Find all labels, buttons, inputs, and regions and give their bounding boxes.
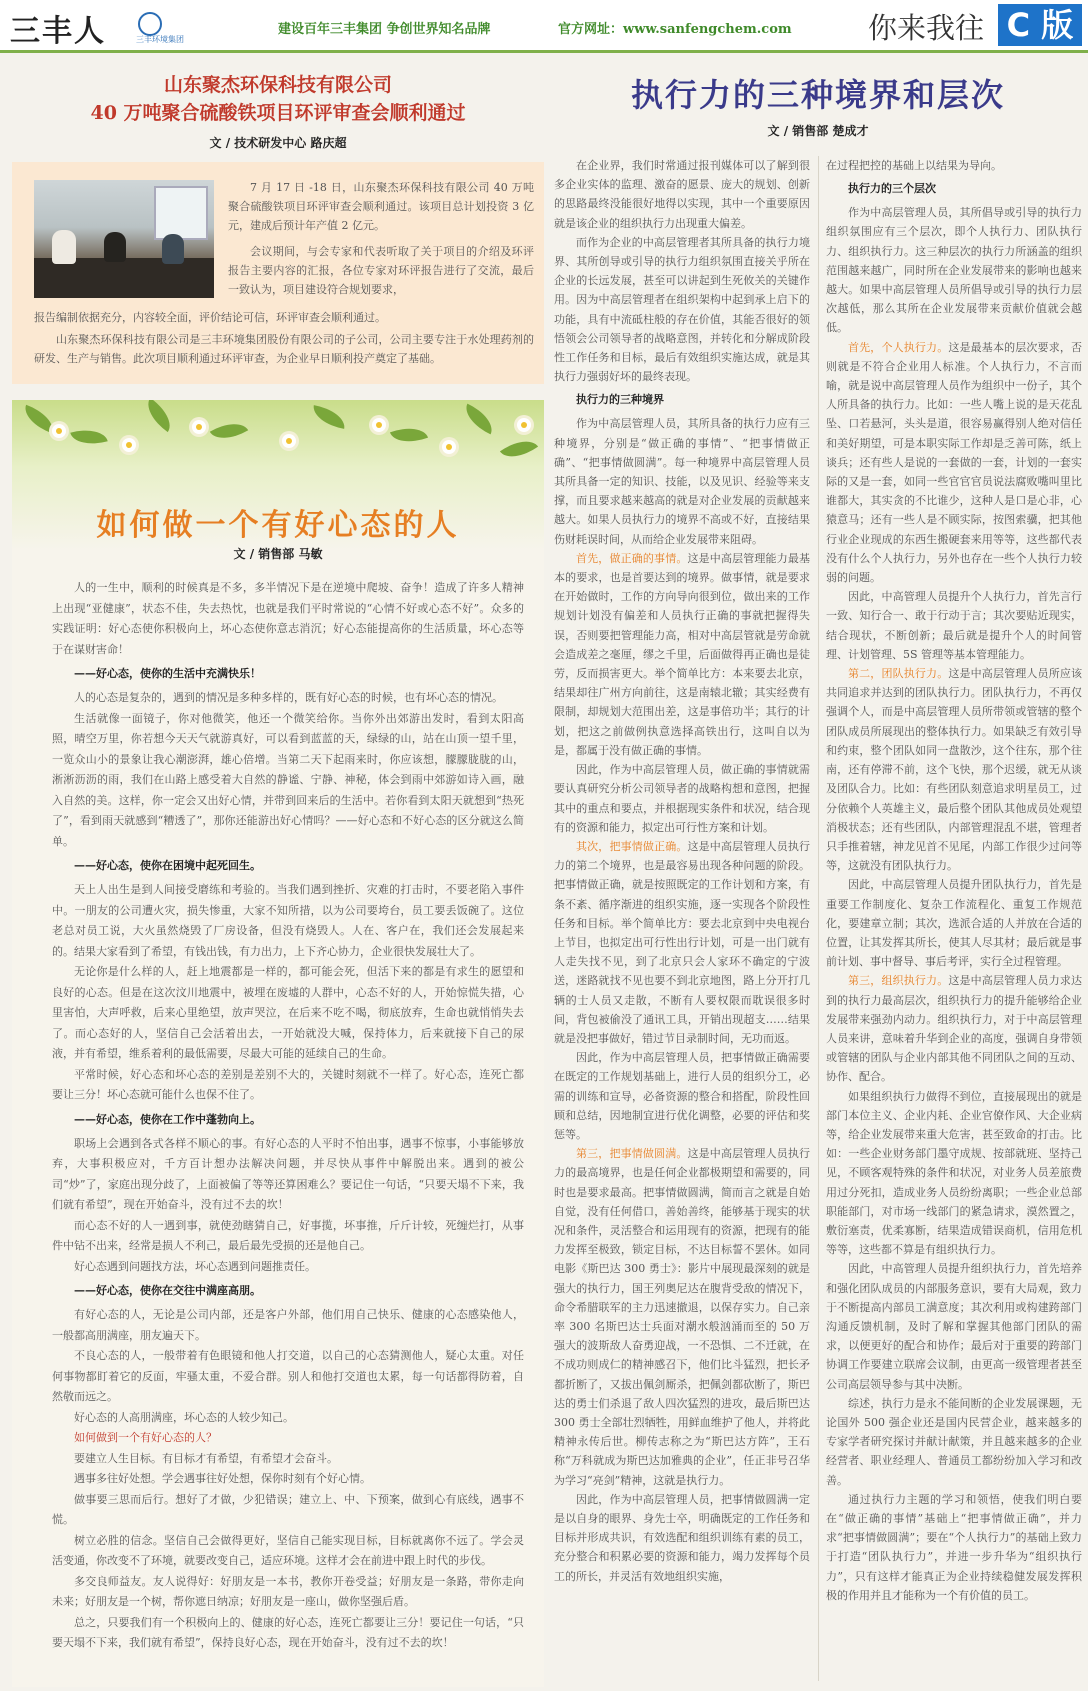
article3-paragraph: 作为中高层管理人员，其所倡导或引导的执行力组织氛围应有三个层次，即个人执行力、团队执行力、组织执行力。这三种层次的执行力所涵盖的组织范围越来越广，同时所在企业发展带来的影响也越来越大。如果中高层管理人员所倡导或引导的执行力层次越低，那么其所在企业发展带来贡献价值就会越低。	[826, 206, 1082, 335]
photo-person	[104, 232, 126, 262]
leaf-icon	[500, 432, 538, 466]
flower-icon	[517, 418, 531, 432]
photo-person	[162, 234, 184, 264]
article2-paragraph: 树立必胜的信念。坚信自己会做得更好，坚信自己能实现目标，目标就离你不远了。学会灵活变通，你改变不了环境，就要改变自己，适应环境。这样才会在前进中跟上时代的步伐。	[52, 1533, 524, 1567]
highlight-lead: 第二，团队执行力。	[848, 667, 949, 681]
flower-icon	[122, 438, 136, 452]
article1-paragraph: 7 月 17 日 -18 日，山东聚杰环保科技有限公司 40 万吨聚合硫酸铁项目环评审查会顺利通过。该项目总计划投资 3 亿元，建成后预计年产值 2 亿元。	[228, 181, 534, 232]
article3-subheading: 执行力的三个层次	[848, 182, 936, 196]
article2-title: 如何做一个有好心态的人	[96, 508, 460, 543]
article3-paragraph: 在过程把控的基础上以结果为导向。	[826, 159, 1002, 172]
article1-paragraph: 报告编制依据充分，内容较全面，评价结论可信，环评审查会顺利通过。	[34, 311, 386, 324]
paragraph-text: 这是最基本的层次要求，否则就是不符合企业用人标准。个人执行力，不言而喻，就是说中高层管理人员作为组织中一份子，其个人所具备的执行力。比如：一些人嘴上说的是天花乱坠、口若悬河，头头是道，很容易赢得别人绝对信任和美好期望，可是本职实际工作却是乏善可陈，纸上谈兵；还有些人是说的一套做的一套，计划的一套实际的又是一套，如同一些官官官员说法腐败嘴叫里比谁都大，其实贪的不比谁少，这种人是口是心非，心猿意马；还有一些人是不顾实际，按图索骥，把其他行业企业现成的东西生搬硬套来用等等，这些都代表没有什么个人执行力，另外也存在一些个人执行力较弱的问题。	[826, 340, 1083, 585]
leaf-icon	[390, 421, 428, 450]
leaf-icon	[70, 424, 108, 450]
flower-icon	[372, 418, 386, 432]
leaf-icon	[140, 400, 178, 432]
header-slogan: 建设百年三丰集团 争创世界知名品牌	[278, 22, 491, 37]
article2-body	[52, 578, 524, 1654]
article3-paragraph: 综述，执行力是永不能间断的企业发展课题，无论国外 500 强企业还是国内民营企业，越来越多的专家学者研究探讨并献计献策，并且越来越多的企业经营者、职业经理人、普通员工都纷纷加入学习和改善。	[826, 1396, 1082, 1487]
article3-paragraph	[554, 837, 810, 1048]
article2-paragraph: 遇事多往好处想。学会遇事往好处想，保你时刻有个好心情。	[74, 1472, 371, 1485]
article1-title-line2: 40 万吨聚合硫酸铁项目环评审查会顺利通过	[90, 102, 466, 124]
article3-paragraph	[826, 338, 1082, 588]
meeting-photo	[34, 180, 214, 298]
leaf-icon	[311, 405, 348, 429]
article2-paragraph: 天上人出生是到人间接受磨练和考验的。当我们遇到挫折、灾难的打击时，不要老陷入事件中。一朋友的公司遭火灾，损失惨重，大家不知所措，以为公司要垮台，员工要丢饭碗了。这位老总对员工说，大火虽然烧毁了厂房设备，但没有烧毁人。人在、客户在，我们还会发展起来的。结果大家看到了希望，有钱出钱，有力出力，上下齐心协力，企业很快发展壮大了。	[52, 883, 524, 958]
article3-paragraph: 作为中高层管理人员，其所具备的执行力应有三种境界，分别是“做正确的事情”、“把事情做正确”、“把事情做圆满”。每一种境界中高层管理人员其所具备一定的知识、技能，以及见识、经验等来支撑，而且要求越来越高的就是对企业发展的贡献越来越大。如果人员执行力的境界不高或不好，直接结果伤财耗误时间，从而给企业发展带来阻碍。	[554, 417, 810, 546]
article2-paragraph: 不良心态的人，一般带着有色眼镜和他人打交道，以自己的心态猜测他人，疑心太重。对任何事物都盯着它的反面，牢骚太重，不爱合群。别人和他打交道也太累，每一句话都得防着，自然敬而远之。	[52, 1349, 524, 1403]
highlight-lead: 其次，把事情做正确。	[576, 839, 688, 853]
article2-paragraph: 而心态不好的人一遇到事，就使劲瞎猜自己，好事揽，坏事推，斤斤计较，死缠烂打，从事件中钻不出来，经常是损人不利己，最后最先受损的还是他自己。	[52, 1218, 524, 1252]
article2-paragraph: 多交良师益友。友人说得好：好朋友是一本书，教你开卷受益；好朋友是一条路，带你走向未来；好朋友是一个树，帮你遮日纳凉；好朋友是一座山，做你坚强后盾。	[52, 1574, 524, 1608]
article2-paragraph: 职场上会遇到各式各样不顺心的事。有好心态的人平时不怕出事，遇事不惊事，小事能够放弃，大事积极应对，千方百计想办法解决问题，并尽快从事件中解脱出来。遇到的被公司“炒”了，家庭出现分歧了，上面被偏了等等还算困难么？要记住一句话，“只要天塌不下来，我们就有希望”，现在开始奋斗，没有过不去的坎！	[52, 1136, 524, 1211]
leaf-icon	[460, 404, 498, 435]
logo-caption: 三丰环境集团	[136, 35, 184, 44]
article3-paragraph	[826, 664, 1082, 875]
photo-person	[52, 230, 76, 264]
article3-title: 执行力的三种境界和层次	[630, 76, 1005, 114]
article2-paragraph: 要建立人生目标。有目标才有希望，有希望才会奋斗。	[74, 1451, 338, 1465]
article2-paragraph: 平常时候，好心态和坏心态的差别是差别不大的，关键时刻就不一样了。好心态，连死亡都要让三分！坏心态就可能什么也保不住了。	[52, 1067, 524, 1101]
article2-question: 如何做到一个有好心态的人？	[74, 1431, 217, 1444]
article3-paragraph: 因此，作为中高层管理人员，做正确的事情就需要认真研究分析公司领导者的战略构想和意图，把握其中的重点和要点，并根据现实条件和状况，结合现有的资源和能力，拟定出可行性方案和计划。	[554, 763, 810, 834]
article2-paragraph: 人的一生中，顺利的时候真是不多，多半情况下是在逆境中爬坡、奋争！造成了许多人精神上出现“亚健康”，状态不佳，失去热忱，也就是我们平时常说的“心情不好或心态不好”。众多的实践证明：好心态使你积极向上，坏心态使你意志消沉；好心态能提高你的生活质量，坏心态等于在谋财害命！	[52, 581, 524, 656]
article1-paragraph: 会议期间，与会专家和代表听取了关于项目的介绍及环评报告主要内容的汇报，各位专家对环评报告进行了交流，最后一致认为，项目建设符合规划要求，	[228, 245, 534, 296]
article1-title-line1: 山东聚杰环保科技有限公司	[163, 74, 392, 96]
article2-subheading: ——好心态，使你在交往中满座高朋。	[74, 1284, 261, 1297]
article2-byline: 文 / 销售部 马敏	[233, 547, 323, 561]
article3-paragraph: 因此，中高管理人员提升组织执行力，首先培养和强化团队成员的内部服务意识，要有大局观，致力于不断提高内部员工满意度；其次利用或构建跨部门沟通反馈机制，及时了解和掌握其他部门团队的需求，以便更好的配合和协作；最后对于重要的跨部门协调工作要建立联席会议制，由更高一级管理者甚至公司高层领导参与其中决断。	[826, 1262, 1082, 1391]
article3-paragraph: 因此，作为中高层管理人员，把事情做正确需要在既定的工作规划基础上，进行人员的组织分工，必需的训练和宣导，必备资源的整合和搭配，阶段性回顾和总结，因地制宜进行优化调整，必要的评估和奖惩等。	[554, 1051, 810, 1141]
article3-byline: 文 / 销售部 楚成才	[767, 124, 869, 138]
article3-paragraph: 因此，中高管理人员提升个人执行力，首先言行一致、知行合一、敢于行动于言；其次要贴近现实，结合现状，不断创新；最后就是提升个人的时间管理、计划管理、5S 管理等基本管理能力。	[826, 590, 1082, 661]
article3-paragraph: 如果组织执行力做得不到位，直接展现出的就是部门本位主义、企业内耗、企业官僚作风、大企业病等，给企业发展带来重大危害，甚至致命的打击。比如：一些企业财务部门墨守成规、按部就班、坚持己见，不顾客观特殊的条件和状况，对业务人员差旅费用过分死扣，造成业务人员纷纷离职；一些企业总部职能部门，对市场一线部门的紧急请求，漠然置之，敷衍塞责，优柔寡断，结果造成错误商机，信用危机等等，这些都不算是有组织执行力。	[826, 1089, 1082, 1257]
photo-table	[34, 258, 214, 298]
article2-paragraph: 总之，只要我们有一个积极向上的、健康的好心态，连死亡都要让三分！要记住一句话，“只要天塌不下来，我们就有希望”，保持良好心态，现在开始奋斗，没有过不去的坎！	[52, 1615, 524, 1649]
column-divider	[818, 156, 819, 1681]
article3-paragraph: 在企业界，我们时常通过报刊媒体可以了解到很多企业实体的监理、激奋的愿景、庞大的规划、创新的思路最终没能很好地得以实现，其中一个重要原因就是该企业的组织执行力出现重大偏差。	[554, 159, 810, 230]
article2-paragraph: 无论你是什么样的人，赶上地震都是一样的，都可能会死，但活下来的都是有求生的愿望和良好的心态。但是在这次汶川地震中，被埋在废墟的人群中，心态不好的人，开始惊慌失措，心里害怕，大声呼救，后来心里绝望，放声哭泣，在后来不吃不喝，彻底放弃，生命也就悄悄失去了。而心态好的人，坚信自己会活着出去，一开始就没大喊，保持体力，后来就接下自己的尿液，并有希望，维系着利的最低需要，尽最大可能的延续自己的生命。	[52, 965, 524, 1060]
flower-icon	[282, 434, 296, 448]
header-website: 官方网址：www.sanfengchem.com	[558, 22, 792, 37]
flower-icon	[52, 424, 66, 438]
article1-byline: 文 / 技术研发中心 路庆超	[209, 136, 347, 150]
article3-paragraph: 通过执行力主题的学习和领悟，使我们明白要在“做正确的事情”基础上“把事情做正确”，并力求“把事情做圆满”；要在“个人执行力”的基础上致力于打造“团队执行力”，并进一步升华为“组织执行力”，只有这样才能真正为企业持续稳健发展发挥积极的作用并且才能称为一个有价值的员工。	[826, 1492, 1082, 1602]
column-motto: 你来我往	[868, 11, 985, 45]
article2-paragraph: 有好心态的人，无论是公司内部，还是客户外部，他们用自己快乐、健康的心态感染他人，一般都高朋满座，朋友遍天下。	[52, 1308, 524, 1342]
flower-icon	[192, 420, 206, 434]
article2-paragraph: 做事要三思而后行。想好了才做，少犯错误；建立上、中、下预案，做到心有底线，遇事不慌。	[52, 1492, 524, 1526]
leaf-icon	[210, 415, 248, 448]
photo-window	[154, 186, 208, 240]
article2-subheading: ——好心态，使你在工作中蓬勃向上。	[74, 1112, 261, 1126]
paragraph-text: 这是中高层管理人员力求达到的执行力最高层次，组织执行力的提升能够给企业发展带来强劲内动力。组织执行力，对于中高层管理人员来讲，意味着升华到企业的高度，强调自身带领或管辖的团队与企业内部其他不同团队之间的互动、协作、配合。	[826, 974, 1083, 1084]
highlight-lead: 第三，组织执行力。	[848, 974, 949, 988]
article2-subheading: ——好心态，使你在困境中起死回生。	[74, 859, 261, 872]
article3-subheading: 执行力的三种境界	[576, 393, 664, 407]
header-divider	[0, 50, 1088, 53]
article2-paragraph: 人的心态是复杂的，遇到的情况是多种多样的，既有好心态的时候，也有坏心态的情况。	[74, 691, 503, 704]
company-logo-icon	[138, 12, 162, 36]
article2-paragraph: 生活就像一面镜子，你对他微笑，他还一个微笑给你。当你外出郊游出发时，看到太阳高照，晴空万里，你若想今天天气就游真好，可以看到蓝蓝的天，绿绿的山，站在山顶一望千里，一览众山小的景象让我心潮澎湃，雄心倍增。当第二天下起雨来时，你应该想，朦朦胧胧的山，淅淅沥沥的雨，我们在山路上感受着大自然的静谧、宁静、神秘，体会到雨中郊游如诗入画，融入自然的美。这样，你一定会又出好心情，并带到回来后的生活中。若你看到太阳天就想到“热死了”，看到雨天就感到“糟透了”，那你还能游出好心情吗？——好心态和不好心态的区分就这么简单。	[52, 711, 524, 848]
article3-paragraph	[554, 1144, 810, 1490]
article3-column-right	[826, 156, 1082, 1605]
paragraph-text: 这是中高层管理人员执行力的最高境界，也是任何企业都极期望和需要的，同时也是要求最高。把事情做圆满，简而言之就是自始自觉，没有任何借口，善始善终，能够基于现实的状况和条件，灵活整合和运用现有的资源，把现有的能力发挥至极致，锁定目标，不达目标誓不罢休。如同电影《斯巴达 300 勇士》：影片中展现最深刻的就是强大的执行力，国王列奥尼达在腹背受敌的情况下，命令希腊联军的主力迅速撤退，以保存实力。自己亲率 300 名斯巴达士兵面对潮水般汹涌而至的 50 万强大的波斯敌人奋勇迎战，一不恐惧、二不迁就，在不成功则成仁的精神感召下，他们比斗猛烈，把长矛都折断了，又拔出佩剑厮杀，把佩剑都砍断了，斯巴达的勇士们杀退了敌人四次猛烈的进攻，最后斯巴达 300 勇士全部壮烈牺牲，用鲜血维护了他人，并将此精神永传后世。柳传志称之为“斯巴达方阵”，王石称“万科就成为斯巴达加雅典的企业”，任正非号召华为学习“亮剑”精神，这就是执行力。	[554, 1147, 810, 1487]
paragraph-text: 这是中高层管理人员所应该共同追求并达到的团队执行力。团队执行力，不再仅强调个人，而是中高层管理人员所带领或管辖的整个团队成员所展现出的整体执行力。如果缺乏有效引导和约束，整个团队如同一盘散沙，这个往东，那个往南，还有停滞不前，这个飞快，那个迟缓，就无从谈及团队合力。比如：有些团队刻意追求明星员工，过分依赖个人英雄主义，最后整个团队其他成员处观望消极状态；还有些团队，内部管理混乱不堪，管理者只手推着辖，神龙见首不见尾，内部工作很少过问等等，这就没有团队执行力。	[826, 667, 1083, 873]
article3-paragraph: 因此，作为中高层管理人员，把事情做圆满一定是以自身的眼界、身先士卒，明确既定的工作任务和目标并形成共识，有效选配和组织训练有素的员工，充分整合和积累必要的资源和能力，竭力发挥每个员工的所长，并灵活有效地组织实施，	[554, 1492, 810, 1583]
article2-paragraph: 好心态的人高朋满座，坏心态的人较少知己。	[74, 1410, 294, 1424]
highlight-lead: 首先，个人执行力。	[848, 340, 949, 354]
article2-subheading: ——好心态，使你的生活中充满快乐！	[74, 667, 261, 680]
newspaper-brand: 三丰人	[10, 14, 106, 49]
article3-column-left	[554, 156, 810, 1586]
article3-paragraph: 而作为企业的中高层管理者其所具备的执行力境界、其所创导或引导的执行力组织氛围直接关乎所在企业的长远发展，甚至可以讲起到生死攸关的关键作用。因为中高层管理者在组织架构中起到承上启下的功能，具有中流砥柱般的存在价值，其能否很好的领悟领会公司领导者的战略意图，并转化和分解成阶段性工作任务和目标，最后有效组织实施达成，就是其执行力强弱好坏的最终表现。	[554, 235, 810, 384]
article3-paragraph	[554, 549, 810, 760]
highlight-lead: 首先，做正确的事情。	[576, 551, 688, 565]
paragraph-text: 这是中高层管理能力最基本的要求，也是首要达到的境界。做事情，就是要求在开始做时，工作的方向导向很到位，做出来的工作规划计划没有偏差和人员执行正确的事就把握得失误，否则要把管理能力高，相对中高层管就是劳命就会造成差之毫厘，缪之千里，后面做得再正确也是徒劳，反而损害更大。举个简单比方：本来要去北京，结果却往广州方向前往，这是南辕北辙；其实经费有限制，却规划大范围出差，这是事倍功半；其行的计划，把这之前做例执意选择高铁出行，这叫自以为是，都属于没有做正确的事情。	[554, 551, 810, 757]
article3-paragraph: 因此，中高层管理人员提升团队执行力，首先是重要工作制度化、复杂工作流程化、重复工作规范化，要建章立制；其次，选派合适的人并放在合适的位置，让其发挥其所长，使其人尽其材；最后就是事前计划、事中督导、事后考评，实行全过程管理。	[826, 878, 1082, 969]
article1-paragraph: 山东聚杰环保科技有限公司是三丰环境集团股份有限公司的子公司，公司主要专注于水处理药剂的研发、生产与销售。此次项目顺利通过环评审查，为企业早日顺利投产奠定了基础。	[34, 333, 534, 365]
highlight-lead: 第三，把事情做圆满。	[576, 1147, 688, 1161]
article2-paragraph: 好心态遇到问题找方法，坏心态遇到问题推责任。	[74, 1259, 316, 1273]
flower-icon	[442, 440, 456, 454]
edition-badge: C 版	[998, 4, 1082, 46]
paragraph-text: 这是中高层管理人员执行力的第二个境界，也是最容易出现各种问题的阶段。把事情做正确，就是按照既定的工作计划和方案，有条不紊、循序渐进的组织实施，逐一实现各个阶段性任务和目标。举个简单比方：要去北京到中央电视台上节目，也拟定出可行性出行计划，可是一出门就有人走失找不见，到了北京只会人家环不确定的宁波送，迷路就找不见也要不到北京地图，路上分开打几辆的士人员又走散，不断有人要权限而耽误很多时间，背包被偷没了通讯工具，开销出现超支……结果就是没把事做好，错过节目录制时间，无功而返。	[554, 839, 810, 1045]
article3-paragraph	[826, 971, 1082, 1086]
